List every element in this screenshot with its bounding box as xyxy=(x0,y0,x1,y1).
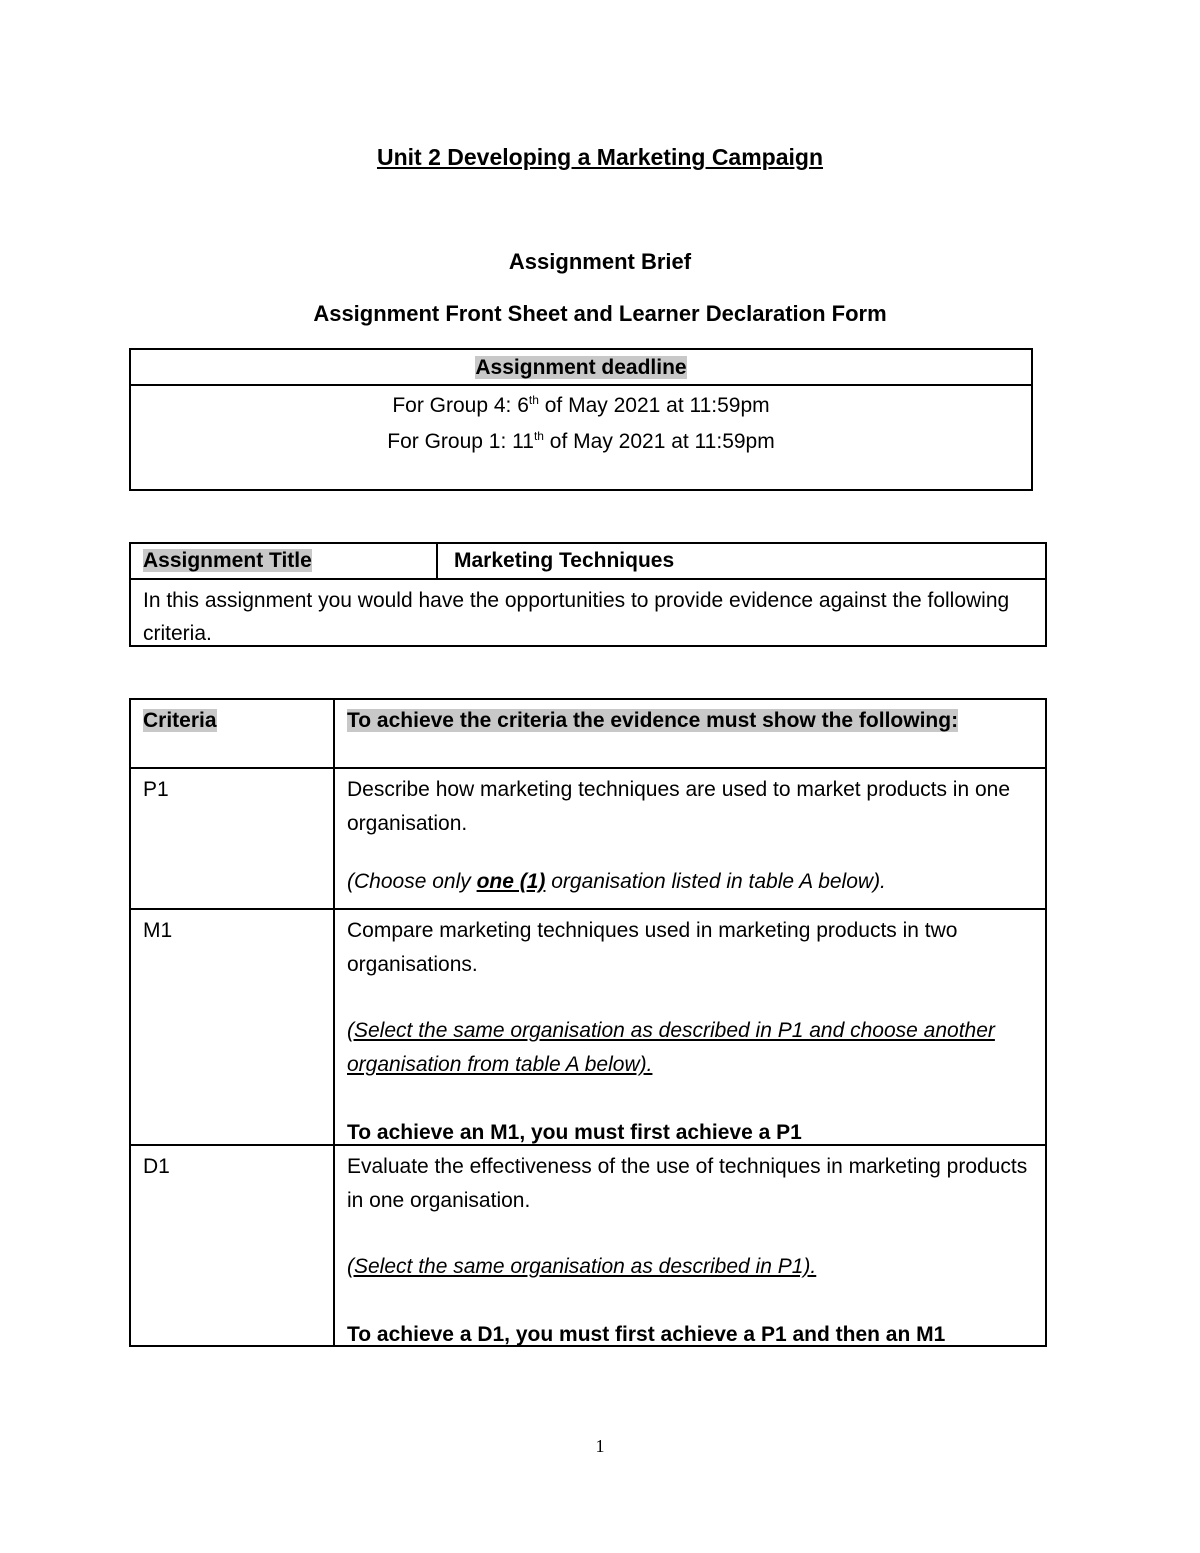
criteria-code: D1 xyxy=(131,1146,335,1347)
criteria-note: (Choose only one (1) organisation listed in table A below). xyxy=(347,870,886,893)
criteria-note: (Select the same organisation as described in P1 and choose another organisation from table A below). xyxy=(347,1019,995,1076)
criteria-requirement: To achieve a D1, you must first achieve a P1 and then an M1 xyxy=(347,1323,946,1346)
criteria-header-row xyxy=(131,700,1045,769)
assignment-brief-heading: Assignment Brief xyxy=(508,249,692,274)
criteria-row-p1 xyxy=(131,769,1045,910)
criteria-code: M1 xyxy=(131,910,335,1144)
page-number: 1 xyxy=(595,1436,605,1456)
criteria-note: (Select the same organisation as described in P1). xyxy=(347,1255,817,1278)
criteria-note-emphasis: one (1) xyxy=(476,870,546,893)
criteria-header-col2: To achieve the criteria the evidence must show the following: xyxy=(347,709,959,732)
criteria-description: Evaluate the effectiveness of the use of techniques in marketing products in one organisation. xyxy=(347,1155,1028,1212)
deadline-box xyxy=(129,348,1033,491)
criteria-requirement: To achieve an M1, you must first achieve a P1 xyxy=(347,1121,802,1144)
deadline-group-1: For Group 1: 11th of May 2021 at 11:59pm xyxy=(387,429,775,453)
deadline-header xyxy=(131,350,1031,386)
document-title: Unit 2 Developing a Marketing Campaign xyxy=(376,144,824,170)
criteria-row-d1 xyxy=(131,1146,1045,1347)
assignment-title-table xyxy=(129,542,1047,647)
assignment-title-label: Assignment Title xyxy=(143,549,312,572)
criteria-row-m1 xyxy=(131,910,1045,1146)
deadline-header-label: Assignment deadline xyxy=(475,356,687,379)
criteria-description: Describe how marketing techniques are used to market products in one organisation. xyxy=(347,778,1011,835)
assignment-title-label-cell xyxy=(131,544,438,578)
assignment-title-value: Marketing Techniques xyxy=(454,549,675,572)
assignment-description: In this assignment you would have the opportunities to provide evidence against the following criteria. xyxy=(143,589,1010,645)
criteria-table xyxy=(129,698,1047,1347)
criteria-description: Compare marketing techniques used in marketing products in two organisations. xyxy=(347,919,958,976)
deadline-group-4: For Group 4: 6th of May 2021 at 11:59pm xyxy=(392,393,770,417)
criteria-code: P1 xyxy=(131,769,335,908)
form-title-heading: Assignment Front Sheet and Learner Declaration Form xyxy=(313,301,887,326)
criteria-header-col1: Criteria xyxy=(143,709,217,732)
